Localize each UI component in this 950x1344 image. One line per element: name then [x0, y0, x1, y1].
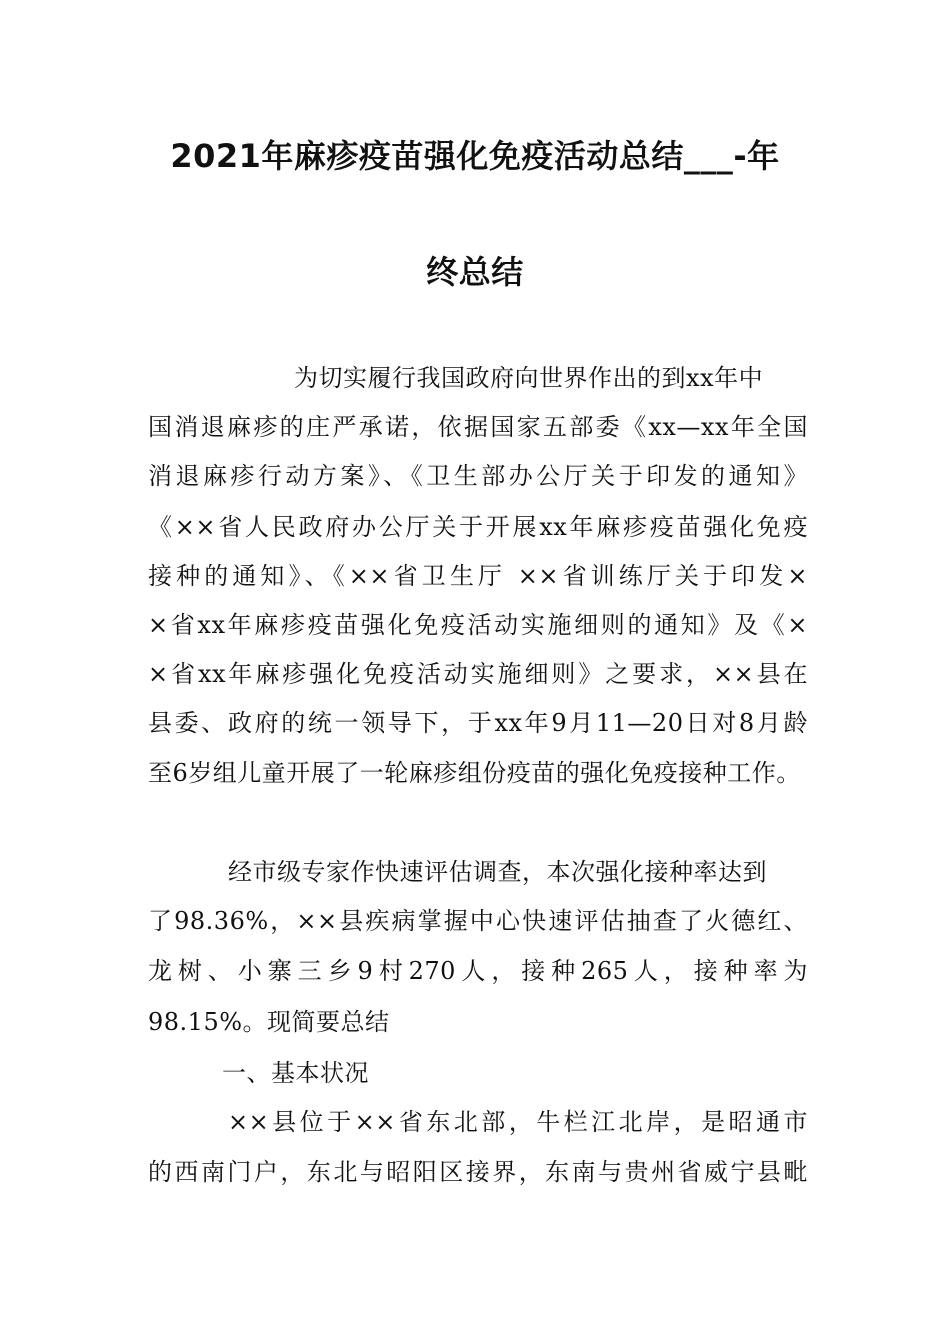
document-title-line2: 终总结 — [426, 253, 524, 291]
paragraph-2-line-4: 98.15%。现简要总结 — [148, 1008, 390, 1036]
paragraph-1-line-4: 《××省人民政府办公厅关于开展xx年麻疹疫苗强化免疫 — [148, 513, 808, 541]
paragraph-3-line-1: ××县位于××省东北部，牛栏江北岸，是昭通市 — [228, 1108, 808, 1136]
paragraph-2-line-3: 龙树、小寨三乡9村270人，接种265人，接种率为 — [148, 957, 808, 985]
paragraph-1-line-9: 至6岁组儿童开展了一轮麻疹组份疫苗的强化免疫接种工作。 — [148, 759, 801, 787]
paragraph-1-line-2: 国消退麻疹的庄严承诺，依据国家五部委《xx—xx年全国 — [148, 413, 808, 441]
paragraph-1-line-7: ×省xx年麻疹强化免疫活动实施细则》之要求，××县在 — [148, 660, 808, 688]
paragraph-1-line-6: ×省xx年麻疹疫苗强化免疫活动实施细则的通知》及《× — [148, 611, 808, 639]
paragraph-2-line-1: 经市级专家作快速评估调查，本次强化接种率达到 — [228, 858, 767, 886]
paragraph-1-line-8: 县委、政府的统一领导下，于xx年9月11—20日对8月龄 — [148, 709, 808, 737]
paragraph-1-line-5: 接种的通知》、《××省卫生厅 ××省训练厅关于印发× — [148, 562, 808, 590]
paragraph-3-line-2: 的西南门户，东北与昭阳区接界，东南与贵州省威宁县毗 — [148, 1158, 808, 1186]
paragraph-1-line-1: 为切实履行我国政府向世界作出的到xx年中 — [294, 364, 764, 392]
section-heading-1: 一、基本状况 — [222, 1059, 369, 1087]
document-title-line1: 2021年麻疹疫苗强化免疫活动总结___-年 — [170, 137, 780, 175]
paragraph-1-line-3: 消退麻疹行动方案》、《卫生部办公厅关于印发的通知》 — [148, 462, 808, 490]
paragraph-2-line-2: 了98.36%，××县疾病掌握中心快速评估抽查了火德红、 — [148, 907, 808, 935]
